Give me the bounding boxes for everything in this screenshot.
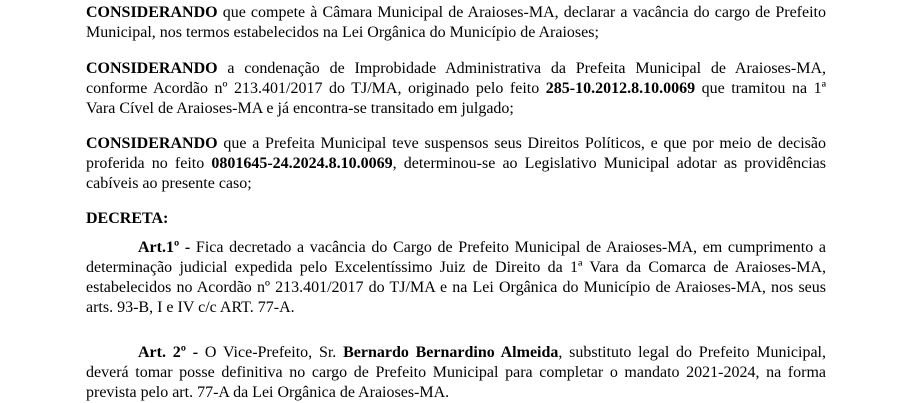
article-label: Art.1º - [138, 239, 191, 256]
article-1 [86, 238, 826, 318]
article-2 [86, 343, 826, 403]
article-label: Art. 2º - [138, 344, 199, 361]
paragraph-text: que tramitou na 1ª Vara Cível de Araioses-MA e já encontra-se transitado em julgado; [86, 80, 826, 117]
vice-prefeito-name: Bernardo Bernardino Almeida [343, 344, 559, 361]
paragraph-considerando-1 [86, 3, 826, 43]
considerando-label: CONSIDERANDO [86, 135, 218, 152]
paragraph-considerando-3 [86, 134, 826, 194]
paragraph-text: que compete à Câmara Municipal de Araioses-MA, declarar a vacância do cargo de Prefeito Municipal, nos termos estabelecidos na Lei Orgânica do Município de Araioses; [86, 4, 826, 41]
article-text: O Vice-Prefeito, Sr. [198, 344, 344, 361]
considerando-label: CONSIDERANDO [86, 60, 218, 77]
decreta-label: DECRETA: [86, 210, 169, 227]
decreta-heading [86, 209, 826, 229]
article-text: , substituto legal do Prefeito Municipal, deverá tomar posse definitiva no cargo de Prefeito Municipal para completar o mandato 2021-2024, na forma prevista pelo art. 77-A da Lei Orgânica de Araioses-MA. [86, 344, 826, 401]
paragraph-text: , determinou-se ao Legislativo Municipal adotar as providências cabíveis ao presente caso; [86, 155, 826, 192]
process-number: 0801645-24.2024.8.10.0069 [211, 155, 393, 172]
process-number: 285-10.2012.8.10.0069 [545, 80, 696, 97]
paragraph-text: a condenação de Improbidade Administrativa da Prefeita Municipal de Araioses-MA, conforme Acordão nº 213.401/2017 do TJ/MA, originado pelo feito [86, 60, 826, 97]
paragraph-considerando-2 [86, 59, 826, 119]
paragraph-text: que a Prefeita Municipal teve suspensos seus Direitos Políticos, e que por meio de decisão proferida no feito [86, 135, 826, 172]
considerando-label: CONSIDERANDO [86, 4, 218, 21]
article-text: Fica decretado a vacância do Cargo de Prefeito Municipal de Araioses-MA, em cumprimento a determinação judicial expedida pelo Excelentíssimo Juiz de Direito da 1ª Vara da Comarca de Araioses-MA, estabelecidos no Acordão nº 213.401/2017 do TJ/MA e na Lei Orgânica do Município de Araioses-MA, nos seus arts. 93-B, I e IV c/c ART. 77-A. [86, 239, 826, 316]
